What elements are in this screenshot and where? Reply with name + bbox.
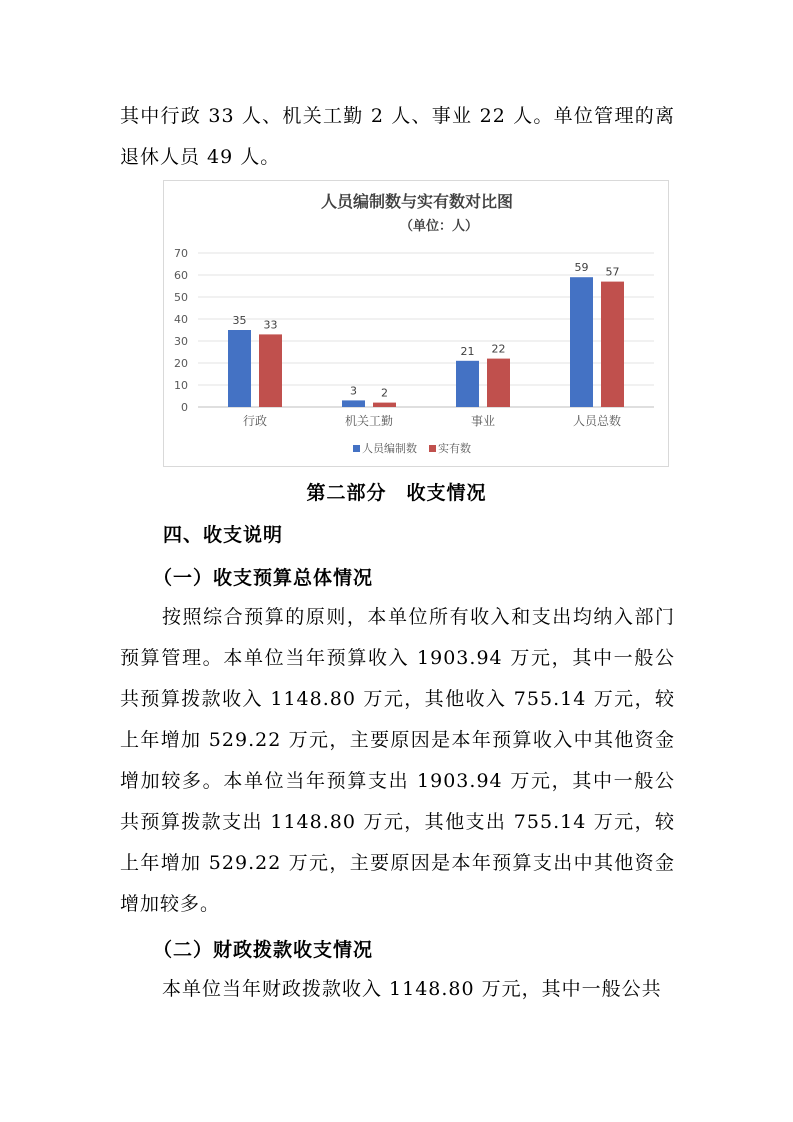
data-label: 57 (605, 265, 620, 279)
chart-svg (164, 181, 670, 468)
subsection-1-title: （一）收支预算总体情况 (153, 567, 374, 589)
data-label: 2 (381, 386, 388, 400)
legend-swatch (353, 445, 360, 452)
category-label: 事业 (470, 414, 496, 428)
y-tick-label: 60 (174, 269, 188, 282)
staffing-comparison-chart (163, 180, 669, 467)
legend (353, 441, 471, 455)
legend-label: 实有数 (438, 442, 471, 455)
budget-overview-paragraph: 按照综合预算的原则，本单位所有收入和支出均纳入部门预算管理。本单位当年预算收入 1903.94 万元，其中一般公共预算拨款收入 1148.80 万元，其他收入 755.14 万元，较上年增加 529.22 万元，主要原因是本年预算收入中其他资金增加较多。本单位当年预算支出 1903.94 万元，其中一般公共预算拨款支出 1148.80 万元，其他支出 755.14 万元，较上年增加 529.22 万元，主要原因是本年预算支出中其他资金增加较多。 (120, 606, 675, 915)
category-label: 机关工勤 (344, 414, 394, 428)
chart-title: 人员编制数与实有数对比图 (320, 192, 514, 211)
data-label: 35 (232, 314, 247, 327)
intro-paragraph: 其中行政 33 人、机关工勤 2 人、事业 22 人。单位管理的离退休人员 49 人。 (120, 105, 675, 168)
y-tick-label: 20 (174, 357, 188, 370)
data-label: 22 (491, 342, 506, 356)
bar (456, 361, 479, 407)
y-tick-label: 70 (174, 247, 188, 260)
y-tick-label: 10 (174, 379, 188, 392)
data-label: 59 (574, 261, 589, 275)
legend-swatch (429, 445, 436, 452)
subsection-2-title: （二）财政拨款收支情况 (153, 939, 374, 961)
data-label: 3 (350, 384, 357, 398)
chart-subtitle: （单位：人） (399, 219, 479, 234)
y-tick-label: 30 (174, 335, 188, 348)
data-label: 21 (460, 344, 475, 358)
y-tick-label: 50 (174, 291, 188, 304)
fiscal-allocation-paragraph: 本单位当年财政拨款收入 1148.80 万元，其中一般公共 (162, 978, 662, 1000)
data-label: 33 (263, 318, 278, 332)
x-axis (243, 413, 621, 428)
bar (342, 400, 365, 407)
bar (570, 277, 593, 407)
part-title: 第二部分 收支情况 (306, 482, 487, 504)
bar (228, 330, 251, 407)
category-label: 行政 (242, 414, 268, 428)
y-tick-label: 0 (181, 401, 188, 414)
y-axis (174, 247, 188, 414)
section-4-title: 四、收支说明 (163, 524, 284, 546)
bar (259, 334, 282, 407)
bar (487, 359, 510, 407)
legend-label: 人员编制数 (362, 442, 417, 455)
category-label: 人员总数 (572, 414, 622, 428)
bar (373, 403, 396, 407)
bar (601, 282, 624, 407)
y-tick-label: 40 (174, 313, 188, 326)
